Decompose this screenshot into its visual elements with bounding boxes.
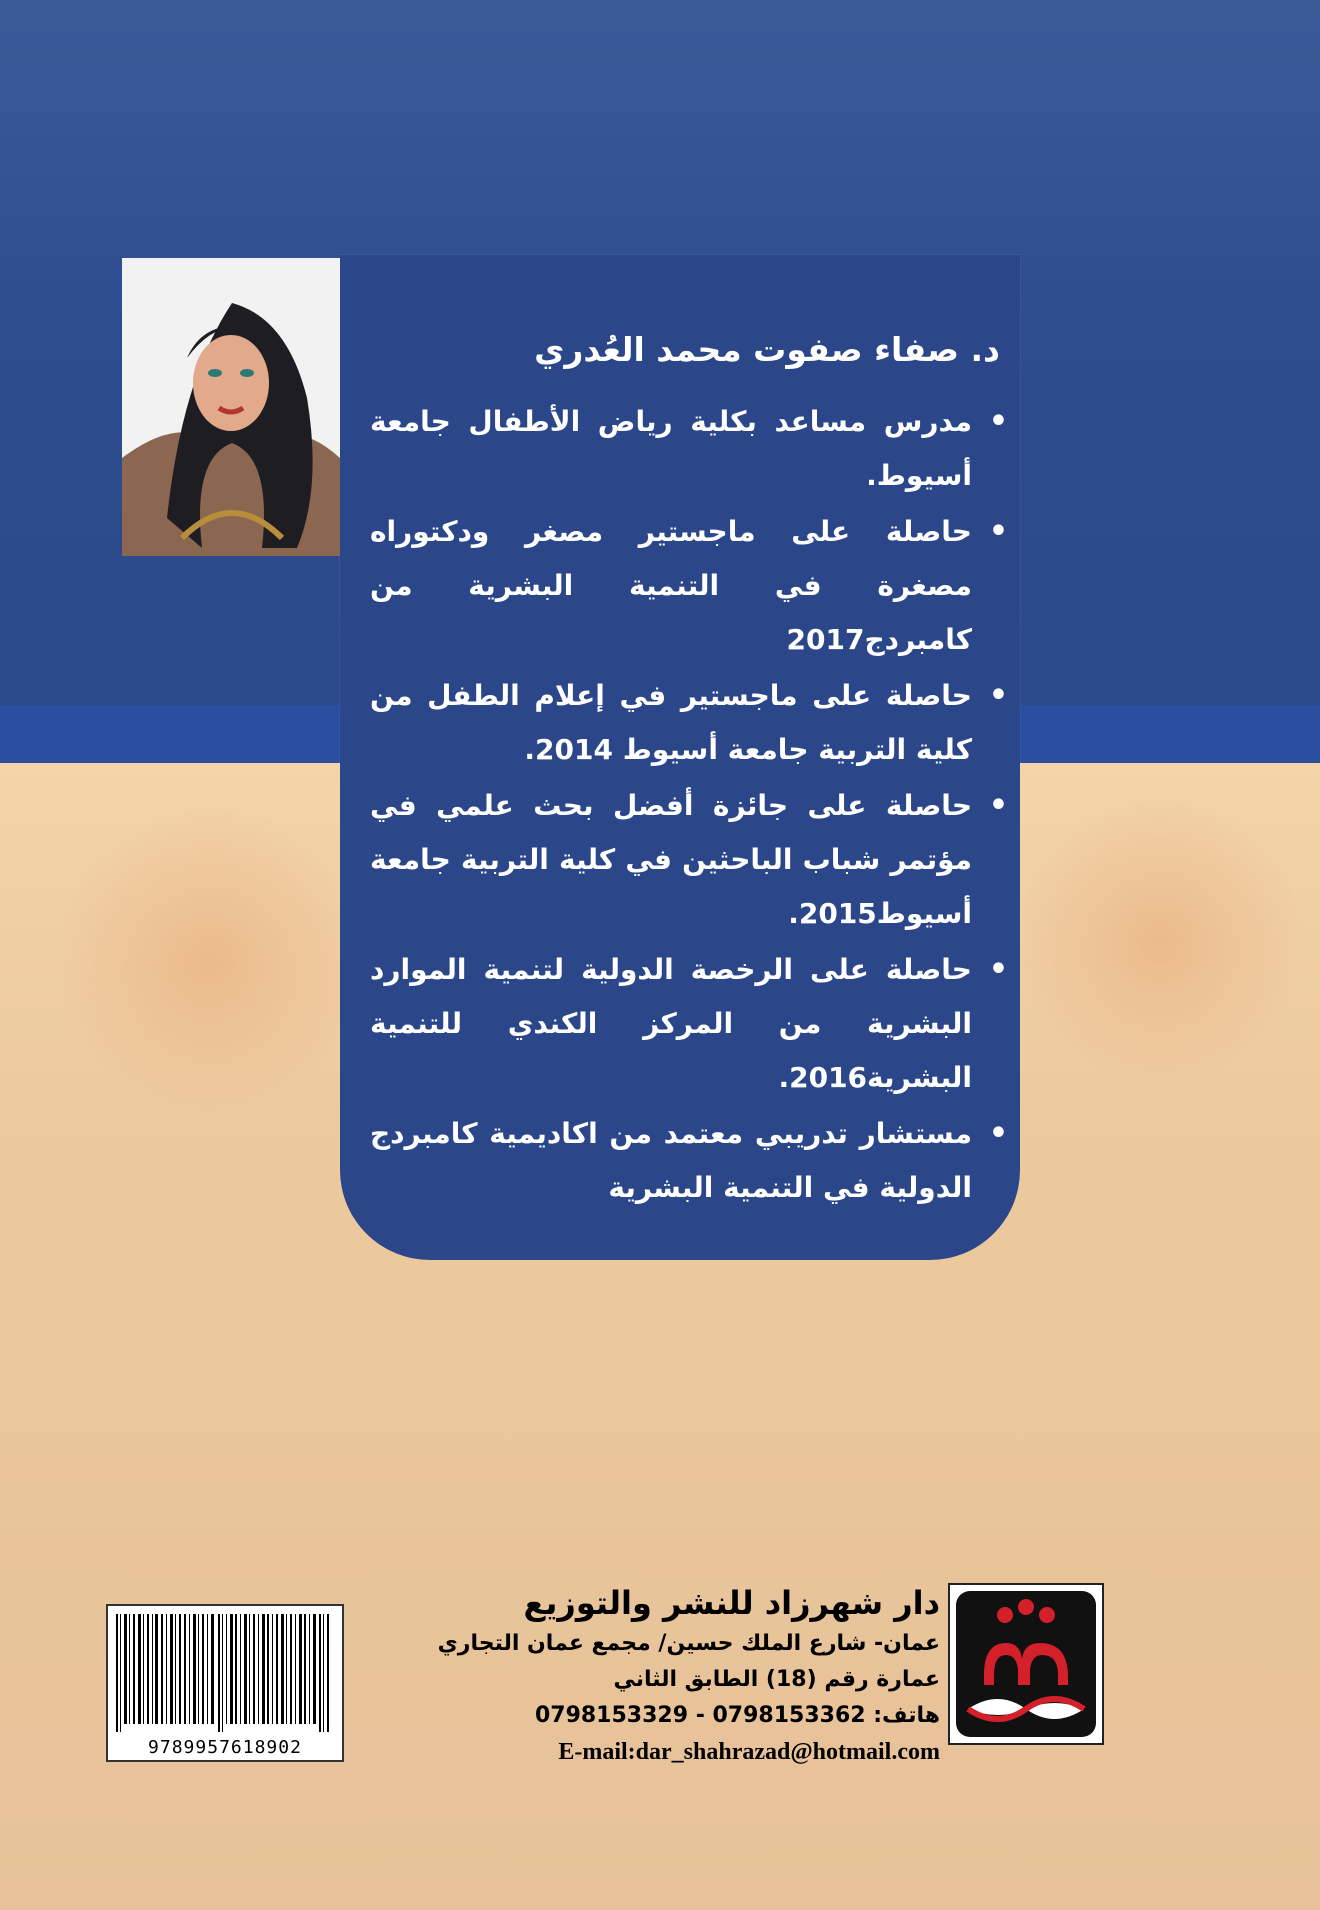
background-figure-right — [1020, 790, 1300, 1090]
bio-item: • مستشار تدريبي معتمد من اكاديمية كامبردج الدولية في التنمية البشرية — [370, 1107, 1010, 1215]
isbn-number: 9789957618902 — [108, 1737, 342, 1758]
bio-item: • مدرس مساعد بكلية رياض الأطفال جامعة أسيوط. — [370, 395, 1010, 503]
publisher-email: E-mail:dar_shahrazad@hotmail.com — [558, 1739, 940, 1765]
publisher-name: دار شهرزاد للنشر والتوزيع — [523, 1584, 940, 1622]
publisher-address-line-1: عمان- شارع الملك حسين/ مجمع عمان التجاري — [437, 1631, 940, 1656]
isbn-barcode — [106, 1604, 344, 1762]
author-name: د. صفاء صفوت محمد العُدري — [534, 330, 1000, 369]
publisher-logo — [948, 1583, 1104, 1745]
barcode-icon — [108, 1606, 342, 1734]
publisher-phone: هاتف: 0798153362 - 0798153329 — [534, 1703, 940, 1728]
shahrazad-logo-icon — [950, 1585, 1102, 1743]
publisher-info — [420, 1580, 940, 1770]
bio-item: • حاصلة على ماجستير في إعلام الطفل من كلية التربية جامعة أسيوط 2014. — [370, 669, 1010, 777]
bio-item: • حاصلة على جائزة أفضل بحث علمي في مؤتمر شباب الباحثين في كلية التربية جامعة أسيوط2015. — [370, 779, 1010, 941]
publisher-address-line-2: عمارة رقم (18) الطابق الثاني — [613, 1667, 940, 1692]
author-portrait-icon — [122, 258, 340, 556]
author-photo — [122, 258, 340, 556]
bio-item: • حاصلة على ماجستير مصغر ودكتوراه مصغرة في التنمية البشرية من كامبردج2017 — [370, 505, 1010, 667]
author-biography-list — [370, 395, 1010, 1217]
background-figure-left — [60, 800, 360, 1120]
bio-item: • حاصلة على الرخصة الدولية لتنمية الموارد البشرية من المركز الكندي للتنمية البشرية2016. — [370, 943, 1010, 1105]
